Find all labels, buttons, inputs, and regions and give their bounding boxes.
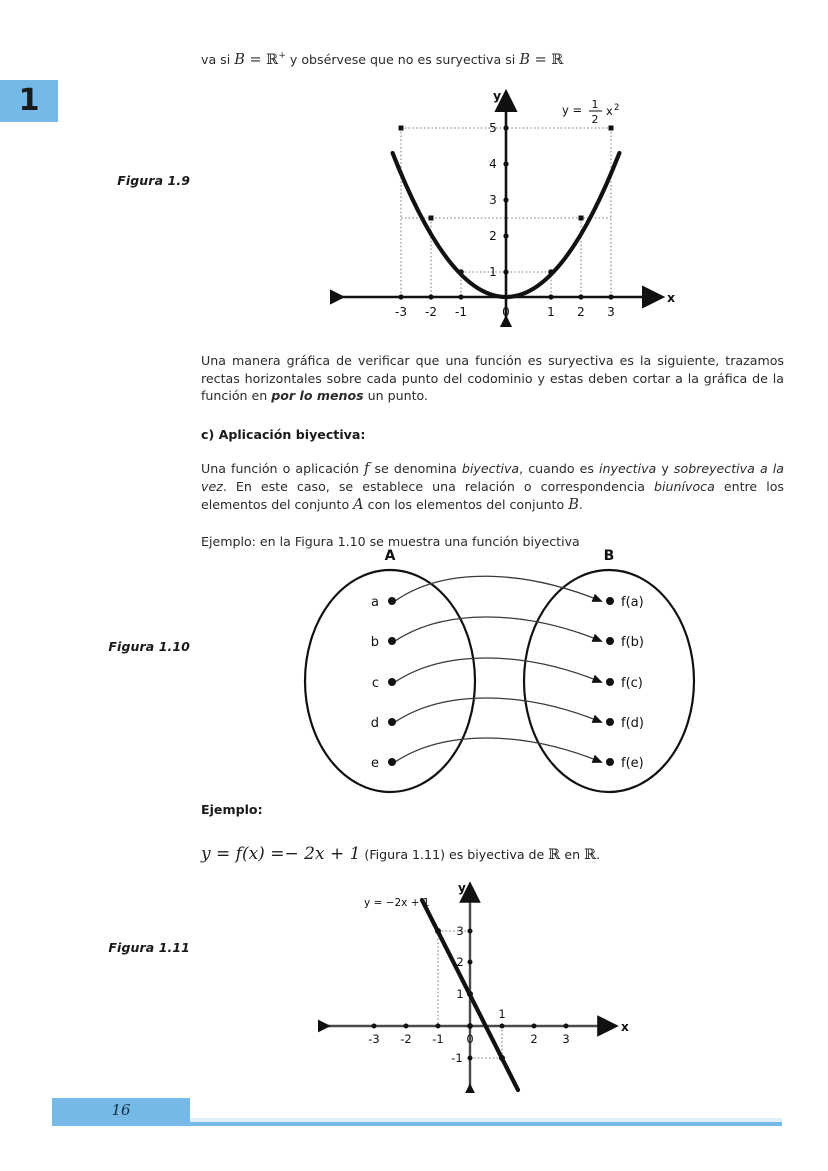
element-label-fc: f(c) [621,676,643,691]
equation-1-11: y = f(x) =− 2x + 1 [201,843,361,864]
element-dot-e [388,758,396,766]
example-fig110-line: Ejemplo: en la Figura 1.10 se muestra una función biyectiva [201,533,580,549]
set-a-label: A [384,548,396,564]
svg-text:2: 2 [614,103,620,113]
svg-text:0: 0 [466,1032,474,1046]
svg-text:-1: -1 [455,305,467,319]
svg-text:3: 3 [562,1032,570,1046]
bij-text-1: Una función o aplicación [201,460,364,476]
equation-tail-3: . [596,846,601,862]
svg-text:x: x [606,104,613,118]
svg-text:y: y [458,881,466,895]
axis-names [493,88,675,305]
bij-italic-biyectiva: biyectiva [461,460,520,476]
element-label-fb: f(b) [621,635,644,650]
svg-text:1: 1 [547,305,555,319]
svg-text:1: 1 [489,265,497,279]
element-label-fe: f(e) [621,756,644,771]
intro-math-1: B = ℝ+ [234,51,286,68]
figure-caption-1-10: Figura 1.10 [108,639,190,654]
intro-line [201,48,784,69]
surjective-text-2: un punto. [363,388,429,404]
svg-text:-2: -2 [425,305,437,319]
intro-pre: va si [201,51,231,67]
page-number: 16 [111,1101,131,1119]
bijective-definition-paragraph [201,460,784,515]
bij-text-5: . En este caso, se establece una relación o correspondencia [222,479,655,495]
svg-text:-1: -1 [432,1032,444,1046]
svg-text:2: 2 [530,1032,538,1046]
bij-italic-biunivoca: biunívoca [654,479,715,495]
svg-text:-2: -2 [400,1032,412,1046]
element-label-fa: f(a) [621,595,644,610]
surjective-emphasis: por lo menos [271,388,364,404]
ejemplo-block [201,802,784,877]
svg-text:-3: -3 [368,1032,380,1046]
element-dot-a [388,597,396,605]
svg-text:4: 4 [489,157,497,171]
equation-1-11-line [201,844,784,865]
svg-text:1: 1 [456,987,464,1001]
parabola-plot [330,82,680,327]
bij-italic-sobreyectiva: sobreyectiva a la vez [201,460,784,495]
svg-text:3: 3 [489,193,497,207]
svg-text:x: x [667,290,676,305]
svg-text:5: 5 [489,121,497,135]
surjective-paragraph [201,352,784,405]
element-label-e: e [371,756,379,771]
intro-math-2: B = ℝ [519,51,564,68]
bij-text-7: con los elementos del conjunto [363,496,569,512]
figura-1-10-diagram [295,548,715,798]
figure-caption-1-9: Figura 1.9 [117,173,190,188]
svg-text:1: 1 [591,98,599,111]
svg-text:3: 3 [607,305,615,319]
element-dot-fc [606,678,614,686]
surjective-text-1: Una manera gráfica de verificar que una función es suryectiva es la siguiente, trazamos rectas horizontales sobre cada punto del codominio y estas deben cortar a la gráfica de la función en [201,353,784,404]
linear-function-plot [318,878,638,1093]
bij-symbol-A: A [353,496,364,513]
svg-text:1: 1 [498,1007,506,1021]
element-dot-fe [606,758,614,766]
equation-label-1-11: y = −2x + 1 [364,897,430,909]
bij-text-2: se denomina [369,460,462,476]
element-dot-fd [606,718,614,726]
axis-names-111 [458,881,629,1034]
mapping-arcs [395,576,601,762]
element-label-d: d [370,716,379,731]
bij-symbol-f: f [364,460,370,477]
element-dot-fa [606,597,614,605]
footer-rule [52,1122,782,1126]
element-dot-fb [606,637,614,645]
equation-R-domain: ℝ [548,846,561,863]
equation-tail-1: (Figura 1.11) es biyectiva de [360,846,549,862]
element-label-a: a [371,595,379,610]
intro-mid: y obsérvese que no es suryectiva si [289,51,516,67]
equation-tail-2: en [560,846,585,862]
svg-text:2: 2 [489,229,497,243]
intro-paragraph [201,48,784,69]
element-label-c: c [371,676,379,691]
element-label-fd: f(d) [621,716,644,731]
bijection-mapping-diagram [295,548,715,798]
bij-text-3: , cuando es [519,460,600,476]
bij-text-4: y [656,460,674,476]
svg-text:x: x [621,1020,629,1034]
svg-text:2: 2 [577,305,585,319]
equation-R-codomain: ℝ [584,846,597,863]
set-b-elements [606,595,644,771]
svg-text:2: 2 [591,113,599,126]
figura-1-11-chart [318,878,638,1093]
heading-c-aplicacion-biyectiva: c) Aplicación biyectiva: [201,426,366,442]
element-dot-b [388,637,396,645]
equation-label-1-9 [562,98,619,126]
svg-text:0: 0 [502,305,510,319]
bij-symbol-B: B [568,496,579,513]
chapter-number-tab [0,80,58,122]
svg-text:y: y [493,88,502,103]
chapter-number: 1 [18,83,40,118]
surjective-paragraph-block [201,352,784,550]
element-dot-c [388,678,396,686]
figura-1-9-chart [330,82,680,327]
set-b-label: B [603,548,615,564]
svg-text:-1: -1 [451,1051,463,1065]
bij-italic-inyectiva: inyectiva [599,460,657,476]
svg-text:-3: -3 [395,305,407,319]
svg-text:3: 3 [456,924,464,938]
set-a-elements [371,595,396,771]
element-label-b: b [370,635,379,650]
figure-caption-1-11: Figura 1.11 [108,940,190,955]
bij-text-6: entre los elementos del conjunto [201,479,784,512]
bij-text-8: . [578,496,583,512]
svg-text:2: 2 [456,955,464,969]
element-dot-d [388,718,396,726]
heading-ejemplo: Ejemplo: [201,802,263,817]
page-number-box [52,1098,190,1122]
svg-text:y =: y = [562,103,583,117]
